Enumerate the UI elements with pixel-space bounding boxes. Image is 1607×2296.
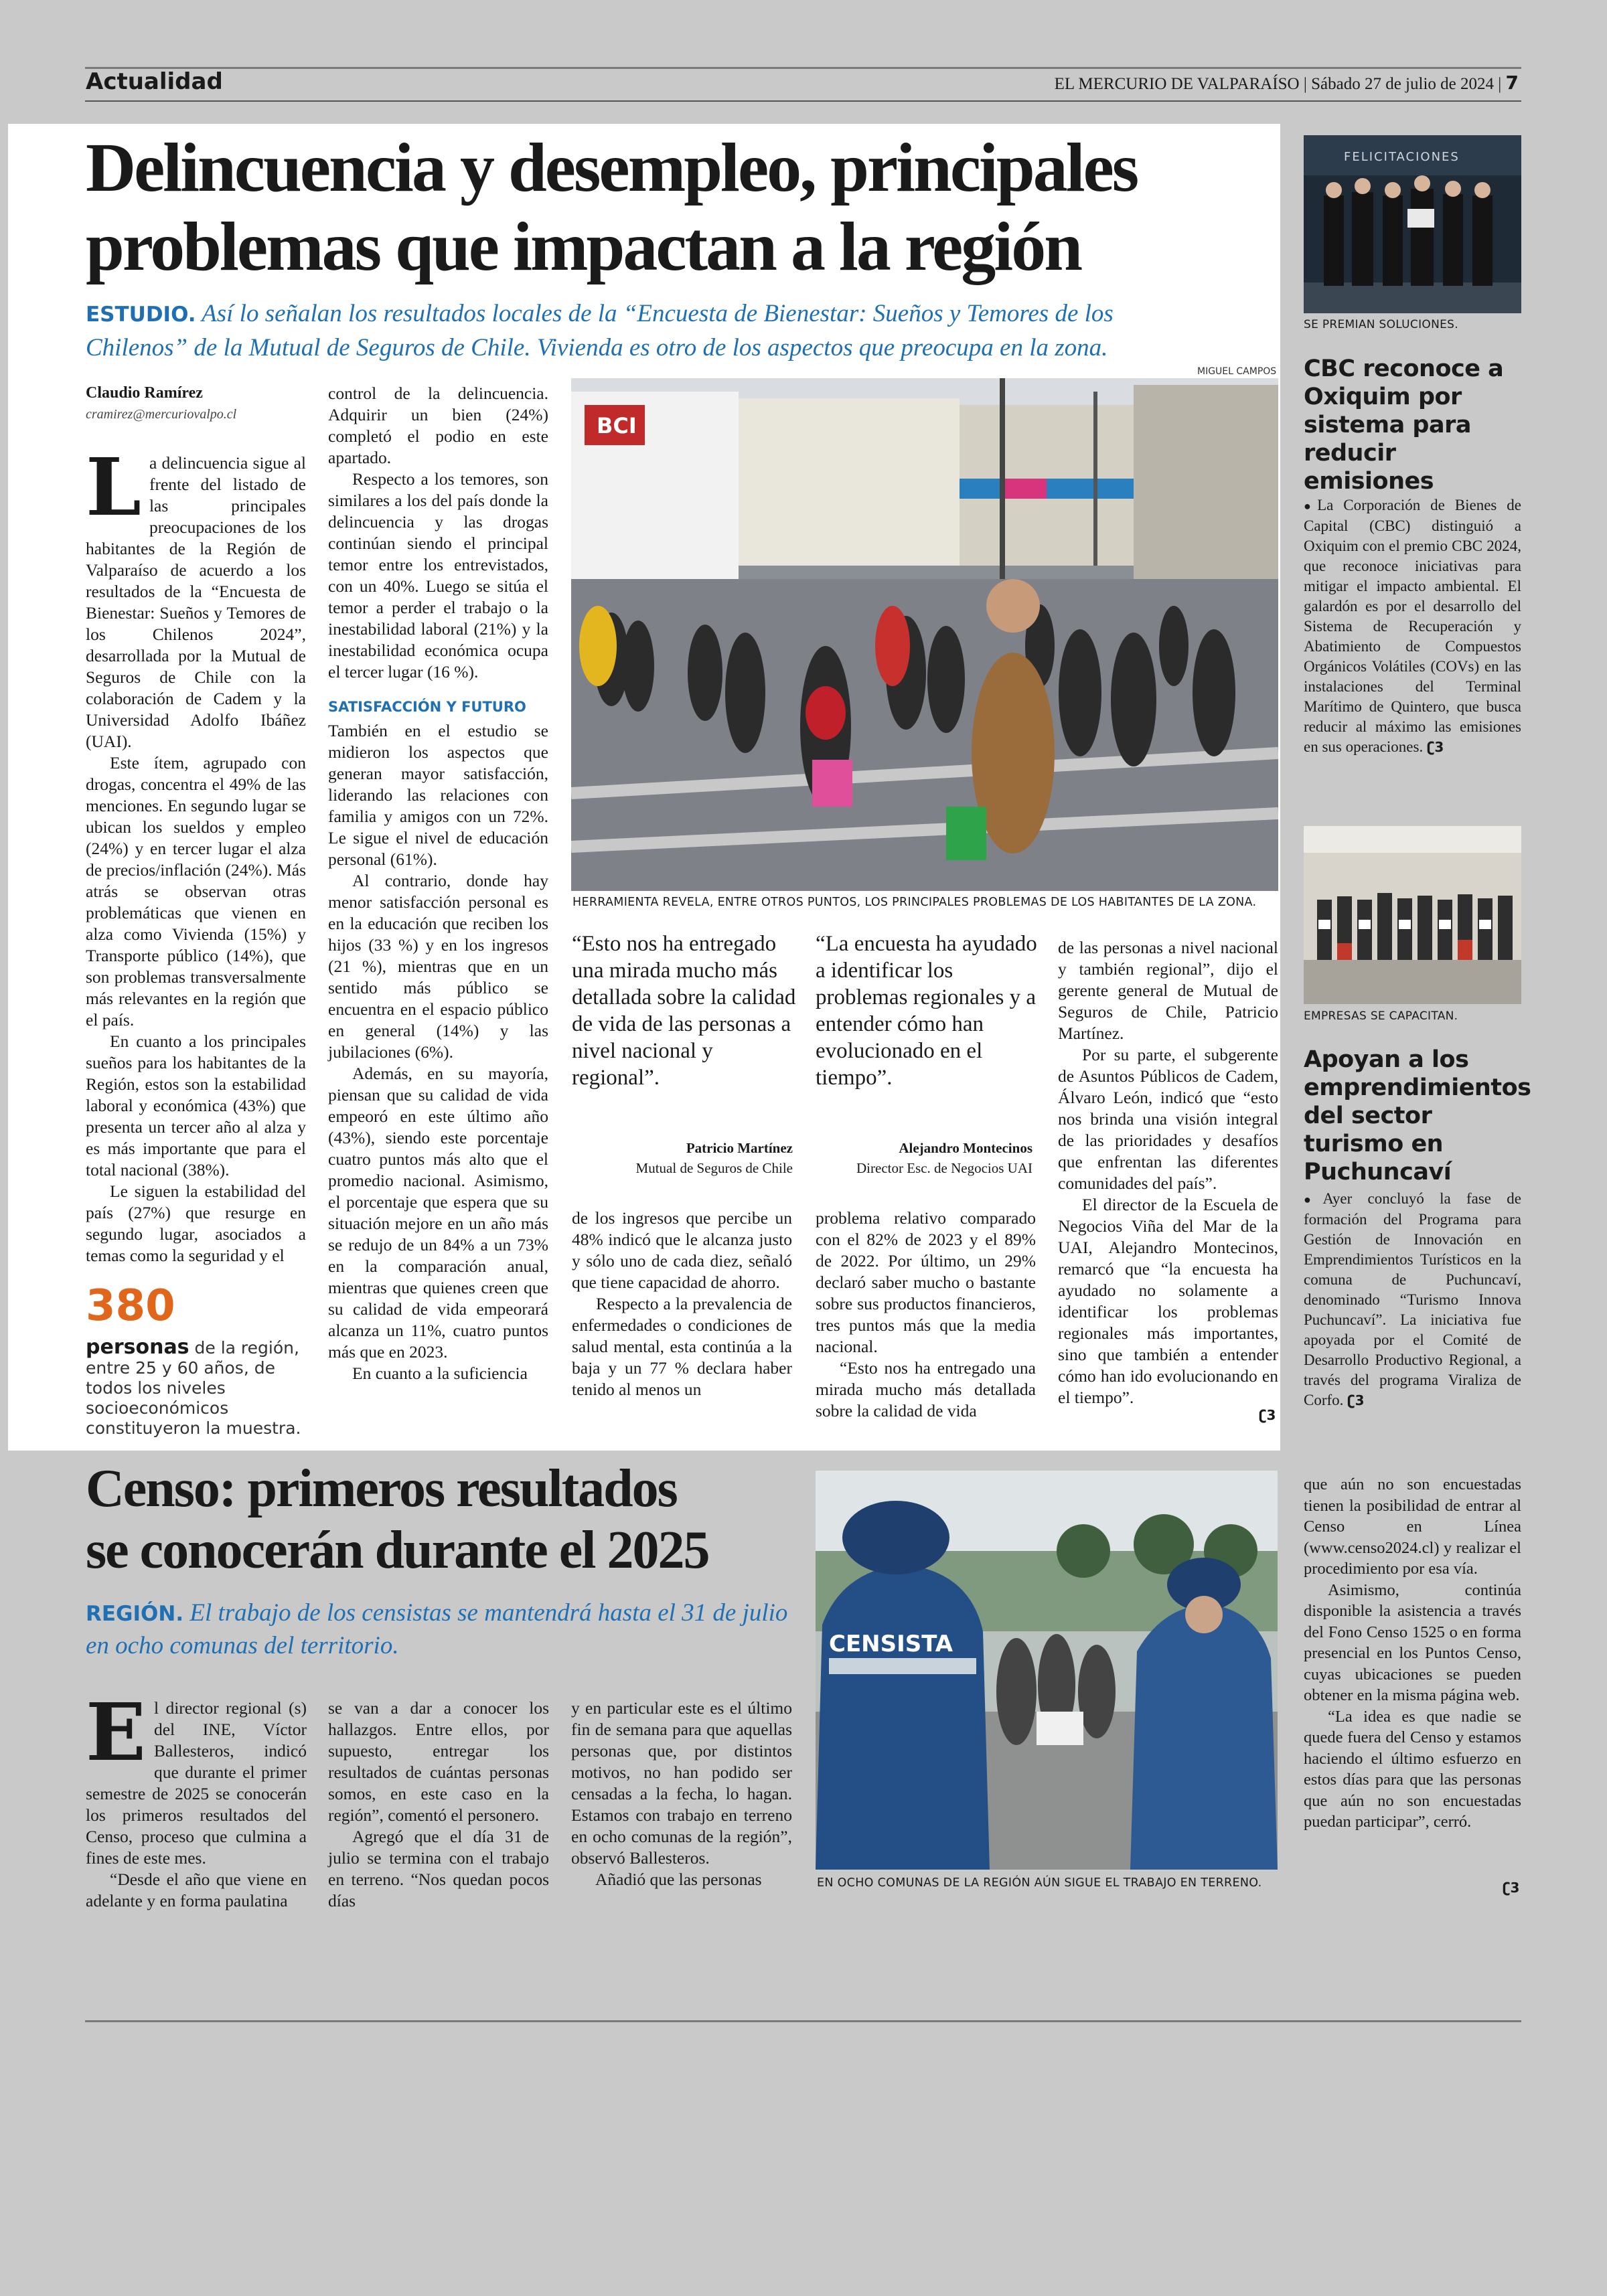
- census-col-2: se van a dar a conocer los hallazgos. Entre ellos, por supuesto, entregar los resultados de cuántas personas somos, en este caso en la región”, comentó el personero. Agregó que el día 31 de julio se termina con el trabajo en terreno. “Nos quedan pocos días: [328, 1698, 549, 1910]
- dropcap: E: [86, 1686, 146, 1779]
- census-headline: Censo: primeros resultados se conocerán durante el 2025: [86, 1459, 709, 1580]
- photo-credit: MIGUEL CAMPOS: [1197, 366, 1277, 377]
- header-bottom-rule: [85, 100, 1521, 102]
- main-col-5: de las personas a nivel nacional y también regional”, dijo el gerente general de Mutual de Seguros de Chile, Patricio Martínez. Por su parte, el subgerente de Asuntos Públicos de Cadem, Álvaro León, indicó que “esto nos brinda una visión integral de las prioridades y desafíos que enfrentan las diferentes comunidades del país”. El director de la Escuela de Negocios Viña del Mar de la UAI, Alejandro Montecinos, remarcó que “la encuesta ha ayudado no solamente a identificar los problemas regionales más importantes, sino que también a entender cómo han ido evolucionando en el tiempo”.: [1058, 938, 1278, 1407]
- main-col-3: de los ingresos que percibe un 48% indicó que le alcanza justo y sólo uno de cada diez, señaló que tiene capacidad de ahorro. Respecto a la prevalencia de enfermedades o condiciones de salud mental, esta continúa a la baja y un 77 % declara haber tenido al menos un: [572, 1208, 792, 1399]
- bullet-icon: ●: [1304, 1193, 1323, 1206]
- header-top-rule: [85, 67, 1521, 69]
- census-workers-illustration: [816, 1471, 1278, 1870]
- pull-quote-2-attribution: Alejandro Montecinos Director Esc. de Negocios UAI: [856, 1140, 1032, 1176]
- census-kicker: REGIÓN.: [86, 1602, 184, 1626]
- sidebar-brief2-text: ●Ayer concluyó la fase de formación del Programa para Gestión de Innovación en Emprendimientos Turísticos en la comuna de Puchuncaví, denominado “Turismo Innova Puchuncaví”. La iniciativa fue apoyada por el Comité de Desarrollo Productivo Regional, a través del programa Viraliza de Corfo. ʗ3: [1304, 1190, 1522, 1408]
- bullet-icon: ●: [1304, 499, 1318, 513]
- street-crowd-photo: [571, 378, 1278, 891]
- end-mark-icon: ʗ3: [1347, 1392, 1365, 1408]
- main-headline: Delincuencia y desempleo, principales problemas que impactan a la región: [86, 129, 1138, 285]
- training-illustration: [1304, 826, 1521, 1004]
- svg-text:BCI: BCI: [597, 413, 637, 438]
- end-mark-icon: ʗ3: [1426, 739, 1444, 755]
- census-deck: REGIÓN. El trabajo de los censistas se mantendrá hasta el 31 de julio en ocho comunas del territorio.: [86, 1599, 788, 1659]
- end-mark-icon: ʗ3: [1259, 1407, 1276, 1423]
- main-kicker: ESTUDIO.: [86, 303, 196, 327]
- sidebar-brief2-title: Apoyan a los emprendimientos del sector turismo en Puchuncaví: [1304, 1046, 1531, 1185]
- author-name: Claudio Ramírez: [86, 384, 203, 402]
- awards-illustration: [1304, 135, 1521, 313]
- sidebar-brief1-text: ●La Corporación de Bienes de Capital (CBC) distinguió a Oxiquim con el premio CBC 2024, que reconoce iniciativas para mitigar el impacto ambiental. El galardón es por el desarrollo del Sistema de Recuperación y Abatimiento de Compuestos Orgánicos Volátiles (COVs) en las instalaciones del Terminal Marítimo de Quintero, que busca reducir al máximo las emisiones en sus operaciones. ʗ3: [1304, 497, 1522, 755]
- sidebar-brief1-title: CBC reconoce a Oxiquim por sistema para reducir emisiones: [1304, 355, 1504, 495]
- census-col-3: y en particular este es el último fin de semana para que aquellas personas que, por distintos motivos, no han podido ser censadas a la fecha, lo hagan. Estamos con trabajo en terreno en ocho comunas de la región”, observó Ballesteros. Añadió que las personas: [571, 1698, 792, 1889]
- main-deck: ESTUDIO. Así lo señalan los resultados locales de la “Encuesta de Bienestar: Sueños y Temores de los Chilenos” de la Mutual de Seguros de Chile. Vivienda es otro de los aspectos que preocupa en la zona.: [86, 300, 1114, 361]
- census-col-1: El director regional (s) del INE, Víctor Ballesteros, indicó que durante el primer semestre de 2025 se conocerán los primeros resultados del Censo, proceso que culmina a fines de este mes. “Desde el año que viene en adelante y en forma paulatina: [86, 1686, 307, 1910]
- pull-quote-1-attribution: Patricio Martínez Mutual de Seguros de Chile: [635, 1140, 793, 1176]
- awards-photo: [1304, 135, 1521, 313]
- stat-number: 380: [86, 1281, 175, 1331]
- footer-rule: [85, 2020, 1521, 2022]
- main-col-1: La delincuencia sigue al frente del listado de las principales preocupaciones de los habitantes de la Región de Valparaíso de acuerdo a los resultados de la “Encuesta de Bienestar: Sueños y Temores de los Chilenos 2024”, desarrollada por la Mutual de Seguros de Chile con la colaboración de Cadem y la Universidad Adolfo Ibáñez (UAI). Este ítem, agrupado con drogas, concentra el 49% de las menciones. En segundo lugar se ubican los sueldos y empleo (24%) y en tercer lugar el alza de precios/inflación (24%). Más atrás se observan otras problemáticas que vienen en alza como Vivienda (15%) y Transporte público (14%), que son problemas transversalmente más relevantes en la región que el país. En cuanto a los principales sueños para los habitantes de la Región, estos son la estabilidad laboral y económica (43%) que presenta un tercer año al alza y es más importante que para el total nacional (38%). Le siguen la estabilidad del país (27%) que resurge en segundo lugar, asociados a temas como la seguridad y el: [86, 440, 306, 1265]
- stat-text: personas de la región, entre 25 y 60 años, de todos los niveles socioeconómicos constituyeron la muestra.: [86, 1335, 301, 1438]
- sidebar-photo2-caption: EMPRESAS SE CAPACITAN.: [1304, 1009, 1458, 1023]
- section-label: Actualidad: [86, 68, 223, 95]
- main-col-4: problema relativo comparado con el 82% de 2023 y el 89% de 2022. Por último, un 29% declaró saber mucho o bastante sobre sus productos financieros, tres puntos más que la media nacional. “Esto nos ha entregado una mirada mucho más detallada sobre la calidad de vida: [816, 1208, 1036, 1420]
- publication-name: EL MERCURIO DE VALPARAÍSO: [1054, 75, 1300, 93]
- pull-quote-2: “La encuesta ha ayudado a identificar los problemas regionales y a entender cómo han evolucionado en el tiempo”.: [816, 932, 1037, 1090]
- page-number: 7: [1505, 72, 1519, 94]
- issue-date: Sábado 27 de julio de 2024: [1311, 75, 1494, 93]
- street-crowd-illustration: [571, 378, 1278, 891]
- folio: EL MERCURIO DE VALPARAÍSO | Sábado 27 de julio de 2024 | 7: [1054, 72, 1519, 94]
- dropcap: L: [86, 440, 141, 534]
- end-mark-icon: ʗ3: [1503, 1880, 1520, 1896]
- subhead: SATISFACCIÓN Y FUTURO: [328, 699, 526, 715]
- sidebar-photo1-caption: SE PREMIAN SOLUCIONES.: [1304, 318, 1458, 331]
- census-col-4: que aún no son encuestadas tienen la posibilidad de entrar al Censo en Línea (www.censo2024.cl) y realizar el procedimiento por esa vía. Asimismo, continúa disponible la asistencia a través del Fono Censo 1525 o en forma presencial en los Puntos Censo, cuyas ubicaciones se pueden obtener en la misma página web. “La idea es que nadie se quede fuera del Censo y estamos haciendo el último esfuerzo en estos días para que las personas que aún no son encuestadas puedan participar”, cerró.: [1304, 1475, 1521, 1831]
- vest-label: CENSISTA: [829, 1631, 953, 1657]
- author-email: cramirez@mercuriovalpo.cl: [86, 407, 237, 422]
- pull-quote-1: “Esto nos ha entregado una mirada mucho más detallada sobre la calidad de vida de las personas a nivel nacional y regional”.: [572, 932, 796, 1090]
- training-photo: [1304, 826, 1521, 1004]
- census-photo-caption: EN OCHO COMUNAS DE LA REGIÓN AÚN SIGUE EL TRABAJO EN TERRENO.: [817, 1876, 1262, 1890]
- census-workers-photo: [816, 1471, 1278, 1870]
- awards-banner: FELICITACIONES: [1344, 150, 1460, 164]
- main-photo-caption: HERRAMIENTA REVELA, ENTRE OTROS PUNTOS, LOS PRINCIPALES PROBLEMAS DE LOS HABITANTES DE LA ZONA.: [572, 896, 1257, 909]
- main-col-2: control de la delincuencia. Adquirir un bien (24%) completó el podio en este apartado. Respecto a los temores, son similares a los del país donde la delincuencia y las drogas continúan siendo el principal temor entre los entrevistados, con un 40%. Luego se sitúa el temor a perder el trabajo o la inestabilidad laboral (21%) y la inestabilidad económica ocupa el tercer lugar (16 %). SATISFACCIÓN Y FUTURO También en el estudio se midieron los aspectos que generan mayor satisfacción, liderando las relaciones con familia y amigos con un 72%. Le sigue el nivel de educación personal (61%). Al contrario, donde hay menor satisfacción personal es en la educación que reciben los hijos (33 %) y en los ingresos (21 %), mientras que en un sentido más público se encuentra en el espacio público en general (14%) y las jubilaciones (6%). Además, en su mayoría, piensan que su calidad de vida empeoró en este último año (43%), siendo este porcentaje cuatro puntos más alto que el promedio nacional. Asimismo, el porcentaje que espera que su situación mejore en un año más se redujo de un 84% a un 73% en la comparación anual, mientras que quienes creen que su calidad de vida empeorará alcanza un 11%, cuatro puntos más que en 2023. En cuanto a la suficiencia: [328, 384, 548, 1383]
